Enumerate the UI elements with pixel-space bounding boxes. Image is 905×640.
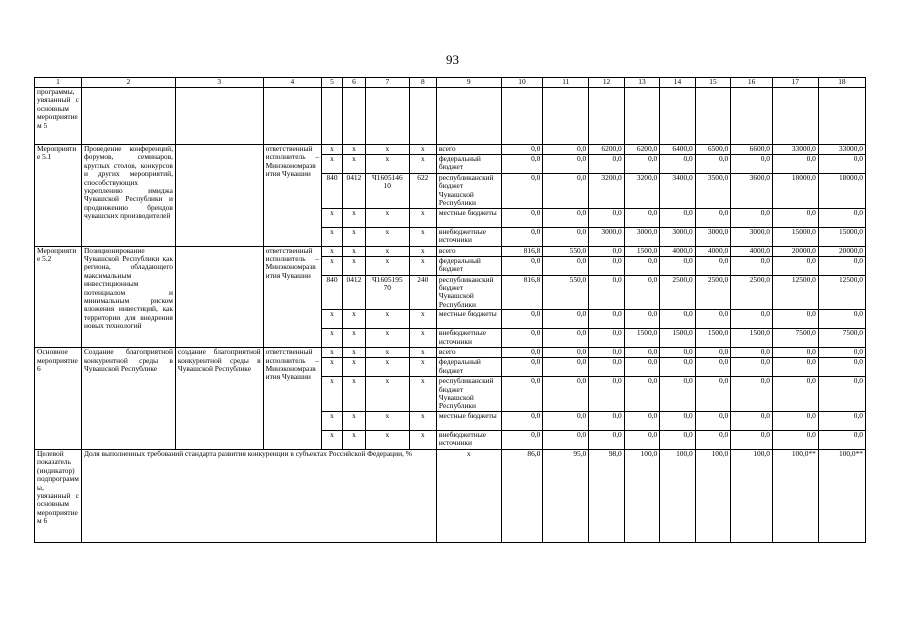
year-value: 3200,0 xyxy=(624,174,659,209)
grbs-code: 840 xyxy=(322,275,343,310)
year-value: 0,0 xyxy=(731,377,773,412)
year-value: 0,0 xyxy=(695,377,730,412)
empty-cell xyxy=(322,88,343,145)
year-value: 0,0 xyxy=(501,310,543,329)
year-value: 816,8 xyxy=(501,246,543,256)
expense-type: x xyxy=(409,377,436,412)
header-cell: 16 xyxy=(731,78,773,88)
empty-cell xyxy=(772,88,818,145)
header-cell: 10 xyxy=(501,78,543,88)
responsible-executor: ответственный исполнитель – Минэкономразвития Чувашии xyxy=(263,145,321,247)
year-value: 0,0 xyxy=(731,430,773,449)
table-row xyxy=(35,145,866,155)
year-value: 0,0 xyxy=(543,256,589,275)
empty-cell xyxy=(501,88,543,145)
year-value: 0,0 xyxy=(660,310,695,329)
grbs-code: x xyxy=(322,430,343,449)
year-value: 0,0 xyxy=(695,310,730,329)
year-value: 0,0 xyxy=(660,411,695,430)
year-value: 0,0 xyxy=(624,256,659,275)
year-value: 0,0 xyxy=(731,348,773,358)
target-article: x xyxy=(365,155,409,174)
year-value: 3200,0 xyxy=(589,174,624,209)
year-value: 12500,0 xyxy=(818,275,865,310)
year-value: 1500,0 xyxy=(624,246,659,256)
year-value: 0,0 xyxy=(501,174,543,209)
year-value: 0,0 xyxy=(543,155,589,174)
year-value: 3500,0 xyxy=(695,174,730,209)
year-value: 0,0 xyxy=(543,145,589,155)
funding-source: республиканский бюджет Чувашской Республики xyxy=(436,174,501,209)
year-value: 0,0 xyxy=(543,227,589,246)
year-value: 0,0 xyxy=(695,348,730,358)
year-value: 0,0 xyxy=(624,155,659,174)
year-value: 0,0 xyxy=(624,310,659,329)
year-value: 0,0 xyxy=(731,358,773,377)
section-code: x xyxy=(342,358,365,377)
year-value: 0,0 xyxy=(624,358,659,377)
year-value: 2500,0 xyxy=(731,275,773,310)
target-article: x xyxy=(365,411,409,430)
year-value: 0,0 xyxy=(501,256,543,275)
year-value: 0,0 xyxy=(501,411,543,430)
year-value: 816,8 xyxy=(501,275,543,310)
year-value: 0,0 xyxy=(772,208,818,227)
activity-goal xyxy=(175,246,263,348)
year-value: 0,0 xyxy=(589,377,624,412)
year-value: 0,0 xyxy=(543,377,589,412)
section-code: x xyxy=(342,246,365,256)
section-code: x xyxy=(342,310,365,329)
section-code: x xyxy=(342,208,365,227)
target-article: x xyxy=(365,358,409,377)
header-cell: 15 xyxy=(695,78,730,88)
expense-type: x xyxy=(409,155,436,174)
year-value: 6400,0 xyxy=(660,145,695,155)
grbs-code: x xyxy=(322,227,343,246)
year-value: 0,0 xyxy=(772,377,818,412)
section-code: x xyxy=(342,377,365,412)
section-code: x xyxy=(342,329,365,348)
indicator-value: 100,0** xyxy=(818,449,865,542)
header-cell: 6 xyxy=(342,78,365,88)
expense-type: x xyxy=(409,208,436,227)
funding-source: федеральный бюджет xyxy=(436,155,501,174)
year-value: 0,0 xyxy=(543,358,589,377)
target-article: x xyxy=(365,329,409,348)
year-value: 0,0 xyxy=(731,208,773,227)
year-value: 7500,0 xyxy=(818,329,865,348)
year-value: 0,0 xyxy=(772,155,818,174)
target-article: x xyxy=(365,256,409,275)
year-value: 15000,0 xyxy=(818,227,865,246)
activity-description: Позиционирование Чувашской Республики как региона, обладающего максимальным инвестиционным потенциалом и минимальным риском вложения инвестиций, как территории для внедрения новых технологий xyxy=(81,246,175,348)
year-value: 0,0 xyxy=(624,411,659,430)
responsible-executor: ответственный исполнитель – Минэкономразвития Чувашии xyxy=(263,246,321,348)
activity-goal: создание благоприятной конкурентной среды в Чувашской Республике xyxy=(175,348,263,450)
year-value: 0,0 xyxy=(818,256,865,275)
year-value: 0,0 xyxy=(624,348,659,358)
empty-cell xyxy=(263,88,321,145)
header-cell: 17 xyxy=(772,78,818,88)
empty-cell xyxy=(543,88,589,145)
year-value: 0,0 xyxy=(818,310,865,329)
year-value: 20000,0 xyxy=(818,246,865,256)
activity-description: Проведение конференций, форумов, семинаров, круглых столов, конкурсов и других мероприятий, способствующих укреплению имиджа Чувашской Республики и продвижению брендов чувашских производителей xyxy=(81,145,175,247)
empty-cell xyxy=(660,88,695,145)
year-value: 18000,0 xyxy=(818,174,865,209)
empty-cell xyxy=(589,88,624,145)
year-value: 6200,0 xyxy=(589,145,624,155)
year-value: 0,0 xyxy=(772,430,818,449)
year-value: 1500,0 xyxy=(731,329,773,348)
year-value: 3400,0 xyxy=(660,174,695,209)
grbs-code: x xyxy=(322,208,343,227)
year-value: 3000,0 xyxy=(589,227,624,246)
expense-type: x xyxy=(409,411,436,430)
year-value: 4000,0 xyxy=(695,246,730,256)
year-value: 0,0 xyxy=(624,275,659,310)
year-value: 12500,0 xyxy=(772,275,818,310)
year-value: 0,0 xyxy=(731,155,773,174)
indicator-value: 86,0 xyxy=(501,449,543,542)
activity-label: Мероприятие 5.2 xyxy=(35,246,82,348)
year-value: 4000,0 xyxy=(731,246,773,256)
year-value: 6500,0 xyxy=(695,145,730,155)
header-cell: 7 xyxy=(365,78,409,88)
year-value: 0,0 xyxy=(501,348,543,358)
empty-cell xyxy=(342,88,365,145)
expense-type: x xyxy=(409,358,436,377)
funding-source: местные бюджеты xyxy=(436,310,501,329)
expense-type: x xyxy=(409,430,436,449)
empty-cell xyxy=(409,88,436,145)
year-value: 0,0 xyxy=(589,358,624,377)
indicator-row xyxy=(35,449,866,542)
year-value: 550,0 xyxy=(543,246,589,256)
target-article: x xyxy=(365,246,409,256)
expense-type: 622 xyxy=(409,174,436,209)
year-value: 0,0 xyxy=(589,310,624,329)
year-value: 0,0 xyxy=(695,208,730,227)
section-code: 0412 xyxy=(342,275,365,310)
year-value: 0,0 xyxy=(818,358,865,377)
funding-source: федеральный бюджет xyxy=(436,256,501,275)
year-value: 0,0 xyxy=(660,208,695,227)
section-code: 0412 xyxy=(342,174,365,209)
funding-source: внебюджетные источники xyxy=(436,329,501,348)
year-value: 0,0 xyxy=(818,208,865,227)
year-value: 0,0 xyxy=(695,358,730,377)
header-cell: 2 xyxy=(81,78,175,88)
year-value: 0,0 xyxy=(589,329,624,348)
grbs-code: x xyxy=(322,358,343,377)
year-value: 0,0 xyxy=(731,411,773,430)
year-value: 3000,0 xyxy=(695,227,730,246)
indicator-source: x xyxy=(436,449,501,542)
year-value: 0,0 xyxy=(543,174,589,209)
empty-cell xyxy=(436,88,501,145)
year-value: 0,0 xyxy=(543,310,589,329)
year-value: 33000,0 xyxy=(818,145,865,155)
header-cell: 13 xyxy=(624,78,659,88)
header-cell: 1 xyxy=(35,78,82,88)
year-value: 3000,0 xyxy=(660,227,695,246)
year-value: 0,0 xyxy=(772,310,818,329)
year-value: 0,0 xyxy=(501,329,543,348)
year-value: 1500,0 xyxy=(624,329,659,348)
header-cell: 14 xyxy=(660,78,695,88)
header-cell: 8 xyxy=(409,78,436,88)
year-value: 6600,0 xyxy=(731,145,773,155)
section-code: x xyxy=(342,155,365,174)
year-value: 0,0 xyxy=(660,155,695,174)
header-cell: 12 xyxy=(589,78,624,88)
year-value: 0,0 xyxy=(695,430,730,449)
intro-row xyxy=(35,88,866,145)
year-value: 0,0 xyxy=(660,430,695,449)
grbs-code: x xyxy=(322,310,343,329)
year-value: 0,0 xyxy=(772,411,818,430)
year-value: 0,0 xyxy=(501,430,543,449)
expense-type: x xyxy=(409,329,436,348)
year-value: 2500,0 xyxy=(695,275,730,310)
year-value: 0,0 xyxy=(624,377,659,412)
section-code: x xyxy=(342,227,365,246)
responsible-executor: ответственный исполнитель – Минэкономразвития Чувашии xyxy=(263,348,321,450)
funding-source: местные бюджеты xyxy=(436,208,501,227)
target-article: Ч1605146 10 xyxy=(365,174,409,209)
year-value: 0,0 xyxy=(818,348,865,358)
year-value: 0,0 xyxy=(731,310,773,329)
year-value: 0,0 xyxy=(589,208,624,227)
year-value: 0,0 xyxy=(660,358,695,377)
year-value: 0,0 xyxy=(543,208,589,227)
empty-cell xyxy=(365,88,409,145)
indicator-description: Доля выполненных требований стандарта развития конкуренции в субъектах Российской Федерации, % xyxy=(81,449,436,542)
section-code: x xyxy=(342,348,365,358)
expense-type: x xyxy=(409,246,436,256)
year-value: 0,0 xyxy=(589,275,624,310)
indicator-value: 100,0 xyxy=(695,449,730,542)
budget-table xyxy=(34,77,866,543)
section-code: x xyxy=(342,145,365,155)
year-value: 550,0 xyxy=(543,275,589,310)
year-value: 0,0 xyxy=(695,411,730,430)
year-value: 0,0 xyxy=(589,256,624,275)
empty-cell xyxy=(624,88,659,145)
year-value: 0,0 xyxy=(818,430,865,449)
year-value: 0,0 xyxy=(543,430,589,449)
year-value: 0,0 xyxy=(543,329,589,348)
header-cell: 3 xyxy=(175,78,263,88)
target-article: Ч1605195 70 xyxy=(365,275,409,310)
expense-type: x xyxy=(409,227,436,246)
year-value: 0,0 xyxy=(501,208,543,227)
year-value: 0,0 xyxy=(818,411,865,430)
header-cell: 11 xyxy=(543,78,589,88)
year-value: 3000,0 xyxy=(624,227,659,246)
grbs-code: x xyxy=(322,348,343,358)
year-value: 0,0 xyxy=(818,377,865,412)
indicator-value: 100,0** xyxy=(772,449,818,542)
target-article: x xyxy=(365,430,409,449)
expense-type: x xyxy=(409,256,436,275)
year-value: 0,0 xyxy=(501,377,543,412)
funding-source: всего xyxy=(436,246,501,256)
indicator-value: 100,0 xyxy=(660,449,695,542)
year-value: 1500,0 xyxy=(660,329,695,348)
year-value: 0,0 xyxy=(589,246,624,256)
expense-type: 240 xyxy=(409,275,436,310)
year-value: 3600,0 xyxy=(731,174,773,209)
target-article: x xyxy=(365,227,409,246)
target-article: x xyxy=(365,208,409,227)
year-value: 33000,0 xyxy=(772,145,818,155)
header-cell: 5 xyxy=(322,78,343,88)
grbs-code: x xyxy=(322,377,343,412)
header-cell: 4 xyxy=(263,78,321,88)
year-value: 20000,0 xyxy=(772,246,818,256)
funding-source: республиканский бюджет Чувашской Республики xyxy=(436,275,501,310)
grbs-code: 840 xyxy=(322,174,343,209)
year-value: 2500,0 xyxy=(660,275,695,310)
grbs-code: x xyxy=(322,155,343,174)
intro-label: программы, увязанный с основным мероприятием 5 xyxy=(35,88,82,145)
year-value: 0,0 xyxy=(695,256,730,275)
table-row xyxy=(35,348,866,358)
year-value: 3000,0 xyxy=(731,227,773,246)
year-value: 0,0 xyxy=(501,227,543,246)
year-value: 0,0 xyxy=(660,348,695,358)
indicator-value: 100,0 xyxy=(731,449,773,542)
year-value: 0,0 xyxy=(772,256,818,275)
funding-source: местные бюджеты xyxy=(436,411,501,430)
funding-source: всего xyxy=(436,348,501,358)
year-value: 4000,0 xyxy=(660,246,695,256)
section-code: x xyxy=(342,430,365,449)
year-value: 0,0 xyxy=(818,155,865,174)
year-value: 0,0 xyxy=(624,208,659,227)
year-value: 0,0 xyxy=(772,358,818,377)
target-article: x xyxy=(365,377,409,412)
year-value: 7500,0 xyxy=(772,329,818,348)
year-value: 0,0 xyxy=(589,430,624,449)
grbs-code: x xyxy=(322,411,343,430)
expense-type: x xyxy=(409,348,436,358)
target-article: x xyxy=(365,310,409,329)
empty-cell xyxy=(731,88,773,145)
year-value: 0,0 xyxy=(589,411,624,430)
target-article: x xyxy=(365,145,409,155)
expense-type: x xyxy=(409,145,436,155)
funding-source: республиканский бюджет Чувашской Республики xyxy=(436,377,501,412)
grbs-code: x xyxy=(322,246,343,256)
grbs-code: x xyxy=(322,145,343,155)
target-article: x xyxy=(365,348,409,358)
year-value: 0,0 xyxy=(772,348,818,358)
year-value: 1500,0 xyxy=(695,329,730,348)
year-value: 0,0 xyxy=(543,411,589,430)
funding-source: федеральный бюджет xyxy=(436,358,501,377)
header-row xyxy=(35,78,866,88)
year-value: 0,0 xyxy=(501,155,543,174)
year-value: 0,0 xyxy=(501,145,543,155)
year-value: 0,0 xyxy=(731,256,773,275)
empty-cell xyxy=(175,88,263,145)
funding-source: внебюджетные источники xyxy=(436,430,501,449)
grbs-code: x xyxy=(322,329,343,348)
activity-goal xyxy=(175,145,263,247)
expense-type: x xyxy=(409,310,436,329)
funding-source: всего xyxy=(436,145,501,155)
empty-cell xyxy=(695,88,730,145)
year-value: 0,0 xyxy=(589,155,624,174)
year-value: 0,0 xyxy=(695,155,730,174)
year-value: 0,0 xyxy=(660,377,695,412)
indicator-value: 98,0 xyxy=(589,449,624,542)
empty-cell xyxy=(81,88,175,145)
header-cell: 9 xyxy=(436,78,501,88)
year-value: 18000,0 xyxy=(772,174,818,209)
year-value: 6200,0 xyxy=(624,145,659,155)
table-row xyxy=(35,246,866,256)
year-value: 0,0 xyxy=(624,430,659,449)
activity-description: Создание благоприятной конкурентной среды в Чувашской Республике xyxy=(81,348,175,450)
indicator-value: 100,0 xyxy=(624,449,659,542)
section-code: x xyxy=(342,256,365,275)
funding-source: внебюджетные источники xyxy=(436,227,501,246)
page-number: 93 xyxy=(446,52,459,67)
section-code: x xyxy=(342,411,365,430)
activity-label: Мероприятие 5.1 xyxy=(35,145,82,247)
empty-cell xyxy=(818,88,865,145)
year-value: 0,0 xyxy=(543,348,589,358)
indicator-label: Целевой показатель (индикатор) подпрограммы, увязанный с основным мероприятием 6 xyxy=(35,449,82,542)
year-value: 0,0 xyxy=(589,348,624,358)
grbs-code: x xyxy=(322,256,343,275)
indicator-value: 95,0 xyxy=(543,449,589,542)
table-body xyxy=(35,78,866,543)
header-cell: 18 xyxy=(818,78,865,88)
activity-label: Основное мероприятие 6 xyxy=(35,348,82,450)
year-value: 0,0 xyxy=(660,256,695,275)
year-value: 0,0 xyxy=(501,358,543,377)
year-value: 15000,0 xyxy=(772,227,818,246)
